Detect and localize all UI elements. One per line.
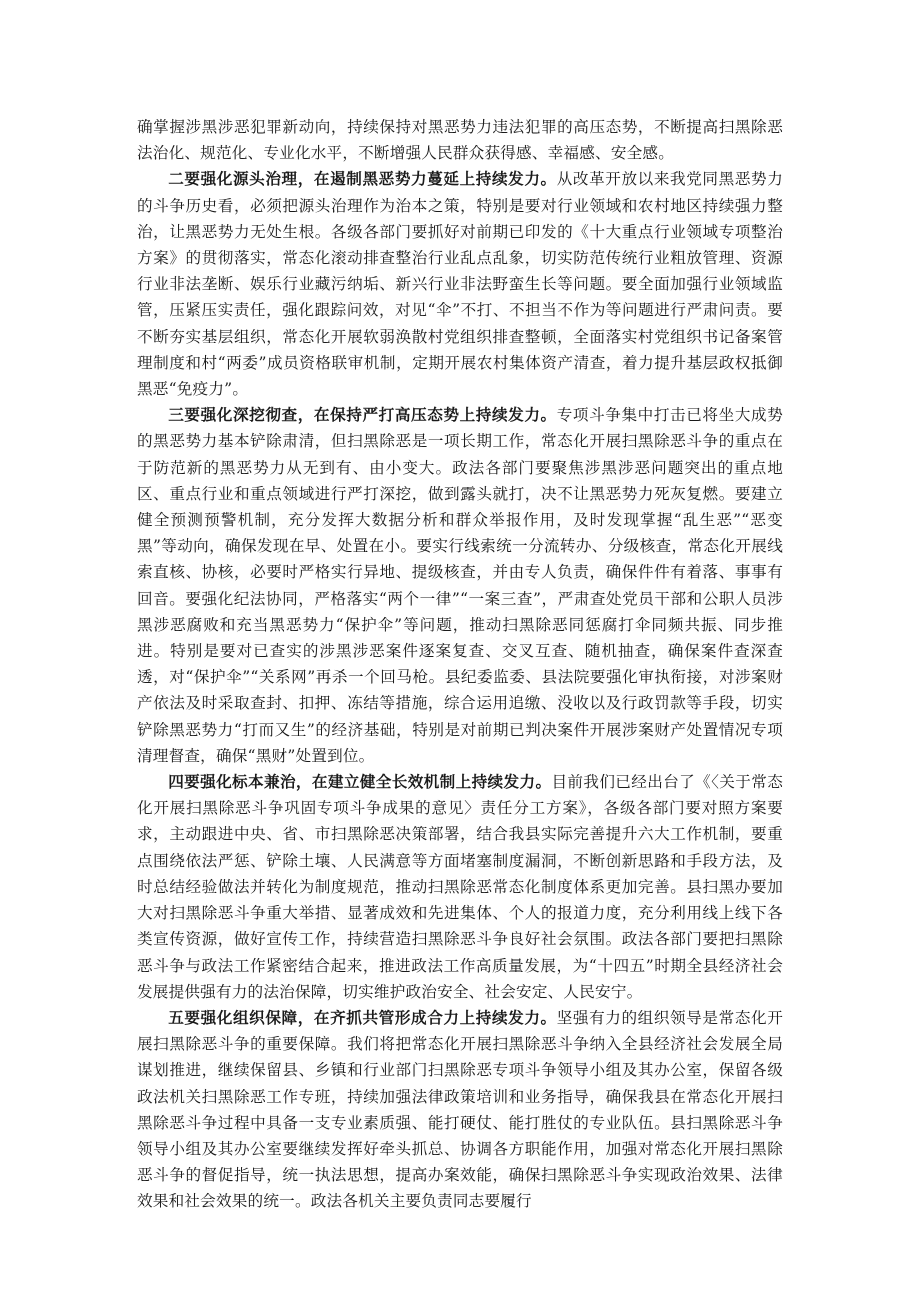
paragraph-5-body: 坚强有力的组织领导是常态化开展扫黑除恶斗争的重要保障。我们将把常态化开展扫黑除恶斗争纳入全县经济社会发展全局谋划推进，继续保留县、乡镇和行业部门扫黑除恶专项斗争领导小组及其办公室，保留各级政法机关扫黑除恶工作专班，持续加强法律政策培训和业务指导，确保我县在常态化开展扫黑除恶斗争过程中具备一支专业素质强、能打硬仗、能打胜仗的专业队伍。县扫黑除恶斗争领导小组及其办公室要继续发挥好牵头抓总、协调各方职能作用，加强对常态化开展扫黑除恶斗争的督促指导，统一执法思想，提高办案效能，确保扫黑除恶斗争实现政治效果、法律效果和社会效果的统一。政法各机关主要负责同志要履行 (137, 1008, 783, 1211)
paragraph-2 (137, 166, 783, 402)
paragraph-4 (137, 769, 783, 1005)
paragraph-3-body: 专项斗争集中打击已将坐大成势的黑恶势力基本铲除肃清，但扫黑除恶是一项长期工作，常态化开展扫黑除恶斗争的重点在于防范新的黑恶势力从无到有、由小变大。政法各部门要聚焦涉黑涉恶问题突出的重点地区、重点行业和重点领域进行严打深挖，做到露头就打，决不让黑恶势力死灰复燃。要建立健全预测预警机制，充分发挥大数据分析和群众举报作用，及时发现掌握“乱生恶”“恶变黑”等动向，确保发现在早、处置在小。要实行线索统一分流转办、分级核查，常态化开展线索直核、协核，必要时严格实行异地、提级核查，并由专人负责，确保件件有着落、事事有回音。要强化纪法协同，严格落实“两个一律”“一案三查”，严肃查处党员干部和公职人员涉黑涉恶腐败和充当黑恶势力“保护伞”等问题，推动扫黑除恶同惩腐打伞同频共振、同步推进。特别是要对已查实的涉黑涉恶案件逐案复查、交叉互查、随机抽查，确保案件查深查透，对“保护伞”“关系网”再杀一个回马枪。县纪委监委、县法院要强化审执衔接，对涉案财产依法及时采取查封、扣押、冻结等措施，综合运用追缴、没收以及行政罚款等手段，切实铲除黑恶势力“打而又生”的经济基础，特别是对前期已判决案件开展涉案财产处置情况专项清理督查，确保“黑财”处置到位。 (137, 406, 783, 765)
paragraph-1 (137, 114, 783, 166)
paragraph-2-body: 从改革开放以来我党同黑恶势力的斗争历史看，必须把源头治理作为治本之策，特别是要对行业领域和农村地区持续强力整治，让黑恶势力无处生根。各级各部门要抓好对前期已印发的《十大重点行业领域专项整治方案》的贯彻落实，常态化滚动排查整治行业乱点乱象，切实防范传统行业粗放管理、资源行业非法垄断、娱乐行业藏污纳垢、新兴行业非法野蛮生长等问题。要全面加强行业领域监管，压紧压实责任，强化跟踪问效，对见“伞”不打、不担当不作为等问题进行严肃问责。要不断夯实基层组织，常态化开展软弱涣散村党组织排查整顿，全面落实村党组织书记备案管理制度和村“两委”成员资格联审机制，定期开展农村集体资产清查，着力提升基层政权抵御黑恶“免疫力”。 (137, 170, 783, 399)
paragraph-5-lead: 五要强化组织保障，在齐抓共管形成合力上持续发力。 (168, 1007, 557, 1027)
paragraph-4-body: 目前我们已经出台了《〈关于常态化开展扫黑除恶斗争巩固专项斗争成果的意见〉责任分工方案》，各级各部门要对照方案要求，主动跟进中央、省、市扫黑除恶决策部署，结合我县实际完善提升六大工作机制，要重点围绕依法严惩、铲除土壤、人民满意等方面堵塞制度漏洞，不断创新思路和手段方法，及时总结经验做法并转化为制度规范，推动扫黑除恶常态化制度体系更加完善。县扫黑办要加大对扫黑除恶斗争重大举措、显著成效和先进集体、个人的报道力度，充分利用线上线下各类宣传资源，做好宣传工作，持续营造扫黑除恶斗争良好社会氛围。政法各部门要把扫黑除恶斗争与政法工作紧密结合起来，推进政法工作高质量发展，为“十四五”时期全县经济社会发展提供强有力的法治保障，切实维护政治安全、社会安定、人民安宁。 (137, 773, 783, 1001)
paragraph-3 (137, 402, 783, 769)
paragraph-5 (137, 1005, 783, 1215)
paragraph-4-lead: 四要强化标本兼治，在建立健全长效机制上持续发力。 (168, 772, 552, 792)
document-page (137, 114, 783, 1215)
paragraph-1-body: 确掌握涉黑涉恶犯罪新动向，持续保持对黑恶势力违法犯罪的高压态势，不断提高扫黑除恶法治化、规范化、专业化水平，不断增强人民群众获得感、幸福感、安全感。 (137, 118, 783, 163)
paragraph-3-lead: 三要强化深挖彻查，在保持严打高压态势上持续发力。 (168, 405, 557, 425)
paragraph-2-lead: 二要强化源头治理，在遏制黑恶势力蔓延上持续发力。 (168, 169, 557, 189)
